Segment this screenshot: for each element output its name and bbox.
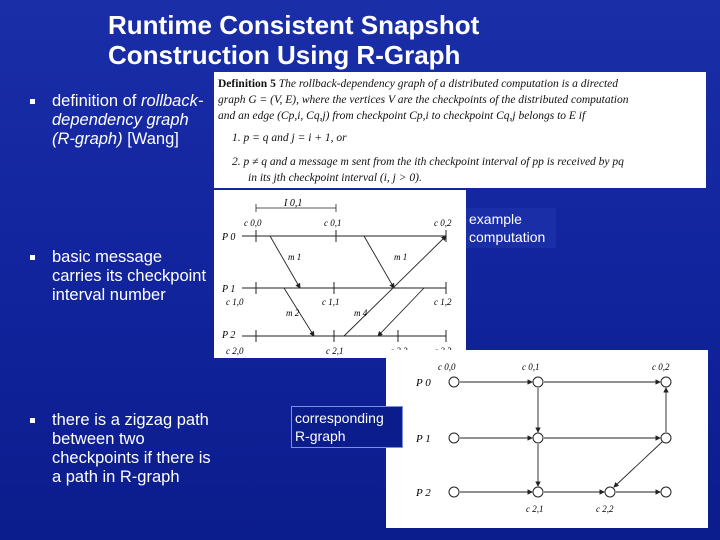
checkpoint-label: c 2,1 xyxy=(326,346,344,356)
bullet-item xyxy=(22,248,212,305)
definition-item: 1. p = q and j = i + 1, or xyxy=(232,132,347,144)
graph-node xyxy=(661,377,671,387)
message-arrow xyxy=(344,236,446,336)
process-label: P 1 xyxy=(416,433,431,445)
checkpoint-label: c 2,0 xyxy=(226,346,244,356)
example-computation-diagram xyxy=(214,190,466,358)
definition-item-cont: in its jth checkpoint interval (i, j > 0). xyxy=(248,172,422,184)
r-graph-diagram xyxy=(386,350,708,528)
title-line-1: Runtime Consistent Snapshot xyxy=(108,10,480,40)
checkpoint-label: c 1,1 xyxy=(322,297,340,307)
node-label: c 2,1 xyxy=(526,504,544,514)
interval-label: I 0,1 xyxy=(284,198,303,209)
slide-title xyxy=(108,10,628,70)
example-computation-label: example computation xyxy=(466,208,556,248)
checkpoint-label: c 1,2 xyxy=(434,297,452,307)
bullet-item xyxy=(22,411,212,487)
process-label: P 1 xyxy=(222,284,236,295)
message-label: m 2 xyxy=(286,308,300,318)
graph-node xyxy=(533,377,543,387)
checkpoint-label: c 0,2 xyxy=(434,218,452,228)
process-label: P 2 xyxy=(416,487,431,499)
graph-node xyxy=(533,487,543,497)
node-label: c 0,1 xyxy=(522,362,540,372)
node-label: c 0,2 xyxy=(652,362,670,372)
graph-node xyxy=(605,487,615,497)
graph-node xyxy=(449,433,459,443)
bullet-text: definition of xyxy=(52,92,141,110)
bullet-citation: [Wang] xyxy=(122,130,179,148)
process-label: P 0 xyxy=(416,377,431,389)
definition-line: The rollback-dependency graph of a distributed computation is a directed xyxy=(278,78,618,90)
graph-node xyxy=(449,377,459,387)
bullet-marker xyxy=(30,99,35,104)
graph-node xyxy=(661,433,671,443)
definition-line: and an edge (Cp,i, Cq,j) from checkpoint Cp,i to checkpoint Cq,j belongs to E if xyxy=(218,110,586,122)
checkpoint-label: c 0,1 xyxy=(324,218,342,228)
bullet-item xyxy=(22,92,212,149)
definition-box xyxy=(214,72,706,188)
node-label: c 2,2 xyxy=(596,504,614,514)
process-label: P 0 xyxy=(222,232,236,243)
bullet-emphasis: rollback-dependency graph (R-graph) xyxy=(52,92,204,148)
message-label: m 4 xyxy=(354,308,368,318)
bullet-text: basic message carries its checkpoint interval number xyxy=(52,248,207,304)
graph-edge xyxy=(614,442,662,487)
checkpoint-label: c 1,0 xyxy=(226,297,244,307)
corresponding-r-graph-label: corresponding R-graph xyxy=(291,406,403,448)
title-line-2: Construction Using R-Graph xyxy=(108,40,461,70)
checkpoint-label: c 0,0 xyxy=(244,218,262,228)
definition-line: graph G = (V, E), where the vertices V are the checkpoints of the distributed computation xyxy=(218,94,629,106)
bullet-marker xyxy=(30,255,35,260)
node-label: c 0,0 xyxy=(438,362,456,372)
message-arrow xyxy=(364,236,394,288)
graph-node xyxy=(449,487,459,497)
message-label: m 1 xyxy=(394,252,408,262)
process-label: P 2 xyxy=(222,330,236,341)
graph-node xyxy=(533,433,543,443)
bullet-text: there is a zigzag path between two checkpoints if there is a path in R-graph xyxy=(52,411,211,486)
message-arrow xyxy=(270,236,300,288)
graph-node xyxy=(661,487,671,497)
definition-item: 2. p ≠ q and a message m sent from the ith checkpoint interval of pp is received by pq xyxy=(232,156,624,168)
bullet-marker xyxy=(30,418,35,423)
message-label: m 1 xyxy=(288,252,302,262)
bullet-list xyxy=(22,92,212,486)
definition-heading: Definition 5 xyxy=(218,78,276,90)
message-arrow xyxy=(378,288,424,336)
